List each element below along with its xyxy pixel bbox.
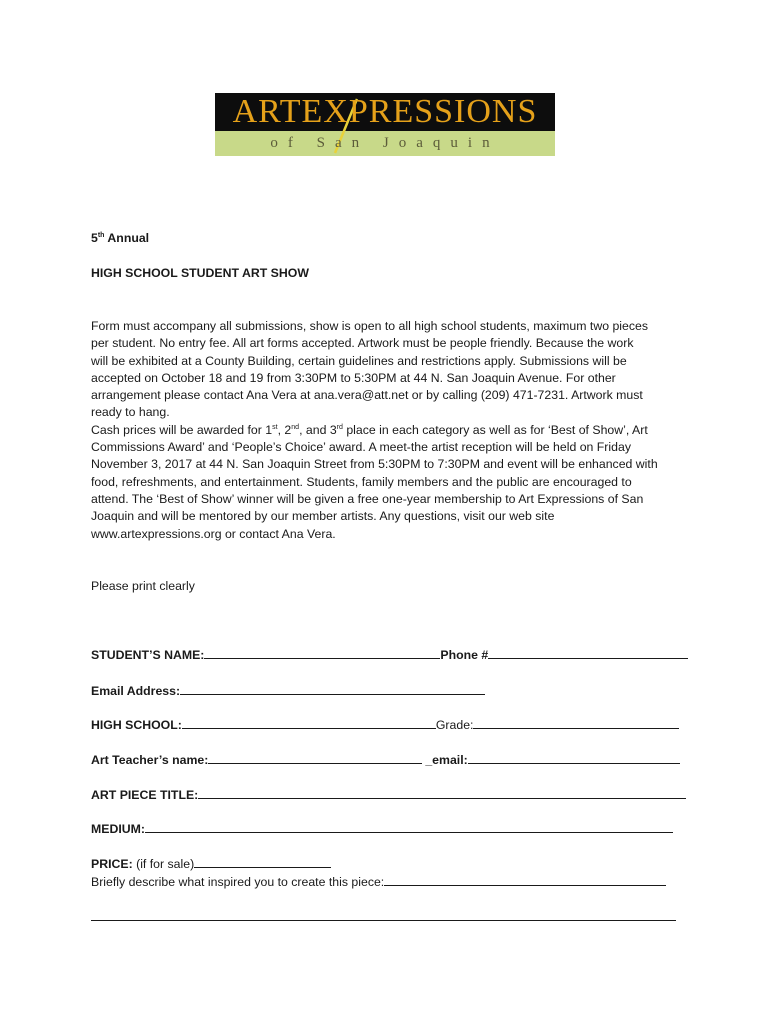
paragraph-line: will be exhibited at a County Building, certain guidelines and restrictions apply. Submissions will be	[91, 353, 627, 368]
price-label: PRICE:	[91, 857, 133, 871]
high-school-row	[91, 717, 679, 734]
prize-line: Cash prices will be awarded for 1st, 2nd, and 3rd place in each category as well as for ‘Best of Show’, Art	[91, 422, 648, 437]
edition-heading	[91, 230, 149, 247]
paragraph-line: Commissions Award’ and ‘People’s Choice’ award. A meet-the artist reception will be held on Friday	[91, 440, 631, 455]
art-expressions-logo	[215, 93, 555, 156]
high-school-field[interactable]	[182, 717, 436, 729]
inspiration-field[interactable]	[384, 874, 666, 886]
edition-number: 5	[91, 231, 98, 245]
medium-field[interactable]	[145, 821, 673, 833]
email-address-row	[91, 683, 485, 700]
email-address-label: Email Address:	[91, 684, 181, 698]
paragraph-line: accepted on October 18 and 19 from 3:30PM to 5:30PM at 44 N. San Joaquin Avenue. For other	[91, 370, 616, 385]
medium-label: MEDIUM:	[91, 822, 145, 836]
price-field[interactable]	[194, 856, 331, 868]
high-school-label: HIGH SCHOOL:	[91, 718, 182, 732]
medium-row	[91, 821, 673, 838]
art-piece-title-label: ART PIECE TITLE:	[91, 788, 199, 802]
art-teacher-label: Art Teacher’s name:	[91, 753, 209, 767]
print-clearly-note: Please print clearly	[91, 579, 195, 593]
teacher-email-field[interactable]	[468, 752, 680, 764]
inspiration-label: Briefly describe what inspired you to create this piece:	[91, 875, 385, 889]
edition-word: Annual	[107, 231, 150, 245]
student-name-label: STUDENT’S NAME:	[91, 648, 205, 662]
art-teacher-row	[91, 752, 680, 769]
email-address-field[interactable]	[180, 683, 485, 695]
phone-field[interactable]	[488, 647, 688, 659]
teacher-email-label: _email:	[425, 753, 468, 767]
student-name-row	[91, 647, 688, 664]
paragraph-line: November 3, 2017 at 44 N. San Joaquin Street from 5:30PM to 7:30PM and event will be enhanced with	[91, 457, 658, 472]
paragraph-line: attend. The ‘Best of Show’ winner will be given a free one-year membership to Art Expressions of San	[91, 491, 644, 506]
paragraph-line: Joaquin and will be mentored by our member artists. Any questions, visit our web site	[91, 509, 555, 524]
phone-label: Phone #	[440, 648, 489, 662]
paragraph-line: www.artexpressions.org or contact Ana Vera.	[91, 526, 336, 541]
paragraph-line: ready to hang.	[91, 405, 170, 420]
art-piece-title-field[interactable]	[198, 787, 686, 799]
inspiration-row	[91, 874, 666, 891]
art-teacher-field[interactable]	[208, 752, 422, 764]
logo-sub-text: of San Joaquin	[270, 135, 500, 151]
paragraph-line: Form must accompany all submissions, show is open to all high school students, maximum two pieces	[91, 319, 649, 333]
edition-suffix: th	[97, 232, 105, 239]
price-note: (if for sale)	[132, 857, 195, 871]
page-title: HIGH SCHOOL STUDENT ART SHOW	[91, 266, 309, 280]
paragraph-line: food, refreshments, and entertainment. Students, family members and the public are encouraged to	[91, 474, 632, 489]
inspiration-continuation-field[interactable]	[91, 909, 676, 921]
art-piece-title-row	[91, 787, 686, 804]
paragraph-line: per student. No entry fee. All art forms accepted. Artwork must be people friendly. Because the work	[91, 336, 634, 351]
inspiration-continuation-row	[91, 909, 676, 926]
grade-field[interactable]	[473, 717, 679, 729]
submission-info-paragraph	[91, 318, 691, 543]
price-row	[91, 856, 331, 873]
student-name-field[interactable]	[204, 647, 440, 659]
logo-main-text: ARTEXPRESSIONS	[232, 93, 538, 130]
paragraph-line: arrangement please contact Ana Vera at ana.vera@att.net or by calling (209) 471-7231. Artwork must	[91, 388, 643, 403]
grade-label: Grade:	[435, 718, 474, 732]
